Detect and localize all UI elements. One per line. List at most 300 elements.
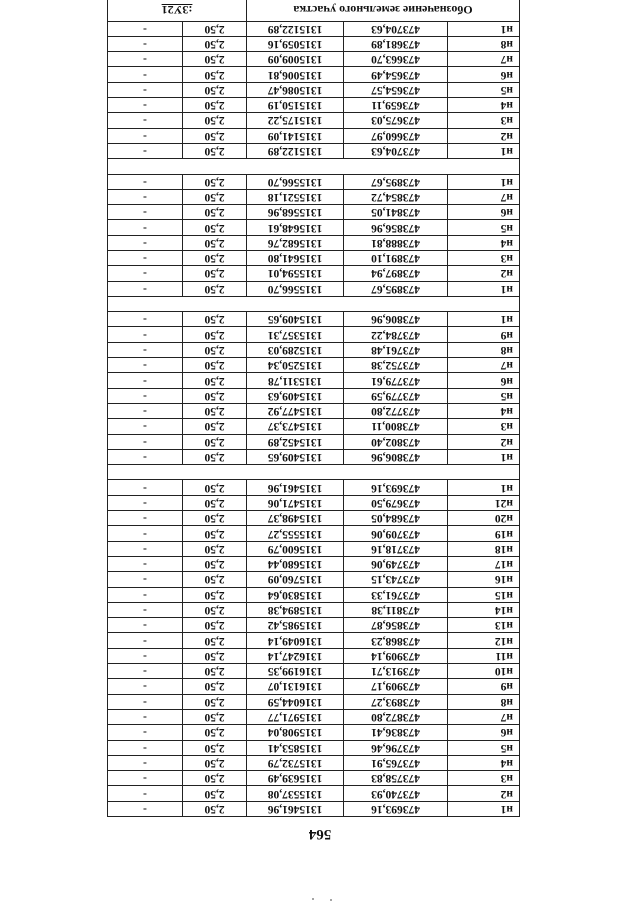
table-row	[108, 786, 520, 801]
description-cell: -	[108, 556, 183, 571]
point-name-cell: н5	[448, 740, 520, 755]
y-coordinate-cell: 1315086,47	[247, 82, 344, 97]
error-cell: 2,50	[183, 205, 247, 220]
table-row	[108, 36, 520, 51]
point-name-cell: н1	[448, 21, 520, 36]
error-cell: 2,50	[183, 587, 247, 602]
x-coordinate-cell: 473752,38	[344, 358, 448, 373]
description-cell: -	[108, 143, 183, 158]
page-number: 564	[308, 826, 332, 842]
description-cell: -	[108, 189, 183, 204]
point-name-cell: н6	[448, 205, 520, 220]
x-coordinate-cell: 473659,11	[344, 98, 448, 113]
table-row	[108, 801, 520, 816]
point-name-cell: н1	[448, 312, 520, 327]
x-coordinate-cell: 473856,96	[344, 220, 448, 235]
description-cell: -	[108, 709, 183, 724]
y-coordinate-cell: 1315471,06	[247, 495, 344, 510]
table-row	[108, 694, 520, 709]
point-name-cell: н19	[448, 526, 520, 541]
error-cell: 2,50	[183, 648, 247, 663]
point-name-cell: н7	[448, 709, 520, 724]
description-cell: -	[108, 128, 183, 143]
x-coordinate-cell: 473693,16	[344, 480, 448, 495]
point-name-cell: н2	[448, 266, 520, 281]
point-name-cell: н3	[448, 113, 520, 128]
error-cell: 2,50	[183, 235, 247, 250]
x-coordinate-cell: 473891,10	[344, 251, 448, 266]
x-coordinate-cell: 473806,96	[344, 449, 448, 464]
description-cell: -	[108, 434, 183, 449]
spacer-row	[108, 159, 520, 174]
description-cell: -	[108, 21, 183, 36]
point-name-cell: н9	[448, 679, 520, 694]
error-cell: 2,50	[183, 266, 247, 281]
x-coordinate-cell: 473909,17	[344, 679, 448, 694]
y-coordinate-cell: 1315594,01	[247, 266, 344, 281]
description-cell: -	[108, 98, 183, 113]
table-row	[108, 266, 520, 281]
x-coordinate-cell: 473718,16	[344, 541, 448, 556]
y-coordinate-cell: 1315639,49	[247, 771, 344, 786]
scan-speck	[312, 898, 314, 900]
coordinates-table-body	[108, 0, 520, 817]
table-row	[108, 664, 520, 679]
coordinates-table	[107, 0, 520, 817]
description-cell: -	[108, 725, 183, 740]
description-cell: -	[108, 67, 183, 82]
description-cell: -	[108, 174, 183, 189]
x-coordinate-cell: 473663,70	[344, 52, 448, 67]
point-name-cell: н4	[448, 755, 520, 770]
spacer-row	[108, 465, 520, 480]
point-name-cell: н1	[448, 143, 520, 158]
error-cell: 2,50	[183, 327, 247, 342]
error-cell: 2,50	[183, 495, 247, 510]
point-name-cell: н6	[448, 67, 520, 82]
y-coordinate-cell: 1315461,96	[247, 801, 344, 816]
y-coordinate-cell: 1315059,16	[247, 36, 344, 51]
error-cell: 2,50	[183, 556, 247, 571]
description-cell: -	[108, 36, 183, 51]
error-cell: 2,50	[183, 388, 247, 403]
error-cell: 2,50	[183, 664, 247, 679]
y-coordinate-cell: 1315409,65	[247, 449, 344, 464]
description-cell: -	[108, 740, 183, 755]
error-cell: 2,50	[183, 526, 247, 541]
table-row	[108, 618, 520, 633]
x-coordinate-cell: 473709,06	[344, 526, 448, 541]
point-name-cell: н1	[448, 801, 520, 816]
point-name-cell: н12	[448, 633, 520, 648]
spacer-cell	[108, 465, 520, 480]
point-name-cell: н3	[448, 251, 520, 266]
table-row	[108, 740, 520, 755]
point-name-cell: н3	[448, 771, 520, 786]
table-row	[108, 342, 520, 357]
x-coordinate-cell: 473893,27	[344, 694, 448, 709]
x-coordinate-cell: 473740,93	[344, 786, 448, 801]
y-coordinate-cell: 1315461,96	[247, 480, 344, 495]
table-row	[108, 235, 520, 250]
point-name-cell: н4	[448, 98, 520, 113]
point-name-cell: н6	[448, 373, 520, 388]
description-cell: -	[108, 220, 183, 235]
x-coordinate-cell: 473895,67	[344, 174, 448, 189]
error-cell: 2,50	[183, 511, 247, 526]
table-row	[108, 281, 520, 296]
y-coordinate-cell: 1315894,38	[247, 602, 344, 617]
description-cell: -	[108, 801, 183, 816]
description-cell: -	[108, 251, 183, 266]
error-cell: 2,50	[183, 251, 247, 266]
x-coordinate-cell: 473888,81	[344, 235, 448, 250]
table-row	[108, 143, 520, 158]
table-row	[108, 556, 520, 571]
description-cell: -	[108, 694, 183, 709]
y-coordinate-cell: 1316044,59	[247, 694, 344, 709]
table-row	[108, 113, 520, 128]
table-row	[108, 128, 520, 143]
error-cell: 2,50	[183, 21, 247, 36]
y-coordinate-cell: 1315908,04	[247, 725, 344, 740]
error-cell: 2,50	[183, 480, 247, 495]
table-row	[108, 358, 520, 373]
x-coordinate-cell: 473704,63	[344, 21, 448, 36]
y-coordinate-cell: 1315141,09	[247, 128, 344, 143]
x-coordinate-cell: 473675,03	[344, 113, 448, 128]
error-cell: 2,50	[183, 801, 247, 816]
x-coordinate-cell: 473772,80	[344, 403, 448, 418]
y-coordinate-cell: 1316049,14	[247, 633, 344, 648]
error-cell: 2,50	[183, 67, 247, 82]
error-cell: 2,50	[183, 602, 247, 617]
description-cell: -	[108, 587, 183, 602]
y-coordinate-cell: 1315452,89	[247, 434, 344, 449]
error-cell: 2,50	[183, 618, 247, 633]
table-row	[108, 98, 520, 113]
y-coordinate-cell: 1315150,19	[247, 98, 344, 113]
description-cell: -	[108, 664, 183, 679]
point-name-cell: н18	[448, 541, 520, 556]
y-coordinate-cell: 1315732,79	[247, 755, 344, 770]
description-cell: -	[108, 312, 183, 327]
x-coordinate-cell: 473796,46	[344, 740, 448, 755]
x-coordinate-cell: 473758,83	[344, 771, 448, 786]
error-cell: 2,50	[183, 143, 247, 158]
x-coordinate-cell: 473802,40	[344, 434, 448, 449]
x-coordinate-cell: 473784,22	[344, 327, 448, 342]
description-cell: -	[108, 358, 183, 373]
x-coordinate-cell: 473841,05	[344, 205, 448, 220]
point-name-cell: н5	[448, 388, 520, 403]
y-coordinate-cell: 1315682,76	[247, 235, 344, 250]
table-row	[108, 403, 520, 418]
description-cell: -	[108, 633, 183, 648]
point-name-cell: н16	[448, 572, 520, 587]
description-cell: -	[108, 480, 183, 495]
table-row	[108, 541, 520, 556]
x-coordinate-cell: 473684,05	[344, 511, 448, 526]
error-cell: 2,50	[183, 373, 247, 388]
y-coordinate-cell: 1315566,70	[247, 174, 344, 189]
y-coordinate-cell: 1315357,31	[247, 327, 344, 342]
error-cell: 2,50	[183, 572, 247, 587]
error-cell: 2,50	[183, 541, 247, 556]
error-cell: 2,50	[183, 52, 247, 67]
spacer-cell	[108, 159, 520, 174]
point-name-cell: н20	[448, 511, 520, 526]
description-cell: -	[108, 755, 183, 770]
table-row	[108, 251, 520, 266]
point-name-cell: н4	[448, 403, 520, 418]
x-coordinate-cell: 473761,33	[344, 587, 448, 602]
description-cell: -	[108, 419, 183, 434]
y-coordinate-cell: 1315311,78	[247, 373, 344, 388]
table-row	[108, 511, 520, 526]
table-row	[108, 648, 520, 663]
error-cell: 2,50	[183, 403, 247, 418]
description-cell: -	[108, 618, 183, 633]
error-cell: 2,50	[183, 694, 247, 709]
description-cell: -	[108, 771, 183, 786]
table-row	[108, 388, 520, 403]
table-row	[108, 434, 520, 449]
table-row	[108, 572, 520, 587]
point-name-cell: н8	[448, 694, 520, 709]
point-name-cell: н13	[448, 618, 520, 633]
point-name-cell: н4	[448, 235, 520, 250]
spacer-cell	[108, 296, 520, 311]
table-row	[108, 526, 520, 541]
x-coordinate-cell: 473779,59	[344, 388, 448, 403]
point-name-cell: н1	[448, 174, 520, 189]
error-cell: 2,50	[183, 449, 247, 464]
error-cell: 2,50	[183, 633, 247, 648]
description-cell: -	[108, 281, 183, 296]
point-name-cell: н8	[448, 36, 520, 51]
table-row	[108, 495, 520, 510]
table-row	[108, 52, 520, 67]
description-cell: -	[108, 526, 183, 541]
y-coordinate-cell: 1315006,81	[247, 67, 344, 82]
table-row	[108, 633, 520, 648]
table-row	[108, 174, 520, 189]
table-row	[108, 480, 520, 495]
description-cell: -	[108, 266, 183, 281]
x-coordinate-cell: 473765,91	[344, 755, 448, 770]
table-row	[108, 419, 520, 434]
point-name-cell: н3	[448, 419, 520, 434]
description-cell: -	[108, 205, 183, 220]
description-cell: -	[108, 342, 183, 357]
spacer-row	[108, 296, 520, 311]
error-cell: 2,50	[183, 786, 247, 801]
description-cell: -	[108, 82, 183, 97]
error-cell: 2,50	[183, 189, 247, 204]
x-coordinate-cell: 473895,67	[344, 281, 448, 296]
point-name-cell: н15	[448, 587, 520, 602]
description-cell: -	[108, 113, 183, 128]
description-cell: -	[108, 495, 183, 510]
y-coordinate-cell: 1315830,64	[247, 587, 344, 602]
description-cell: -	[108, 648, 183, 663]
point-name-cell: н21	[448, 495, 520, 510]
error-cell: 2,50	[183, 128, 247, 143]
table-row	[108, 602, 520, 617]
y-coordinate-cell: 1315853,41	[247, 740, 344, 755]
plot-number-cell: :3У21	[108, 0, 247, 21]
y-coordinate-cell: 1315009,09	[247, 52, 344, 67]
y-coordinate-cell: 1315477,92	[247, 403, 344, 418]
x-coordinate-cell: 473660,97	[344, 128, 448, 143]
error-cell: 2,50	[183, 679, 247, 694]
table-row	[108, 587, 520, 602]
point-name-cell: н6	[448, 725, 520, 740]
table-row	[108, 189, 520, 204]
description-cell: -	[108, 52, 183, 67]
y-coordinate-cell: 1315568,96	[247, 205, 344, 220]
table-row	[108, 327, 520, 342]
y-coordinate-cell: 1315680,44	[247, 556, 344, 571]
point-name-cell: н5	[448, 220, 520, 235]
description-cell: -	[108, 511, 183, 526]
y-coordinate-cell: 1315409,65	[247, 312, 344, 327]
table-row	[108, 21, 520, 36]
error-cell: 2,50	[183, 281, 247, 296]
table-row	[108, 67, 520, 82]
y-coordinate-cell: 1315498,37	[247, 511, 344, 526]
x-coordinate-cell: 473872,80	[344, 709, 448, 724]
y-coordinate-cell: 1315760,09	[247, 572, 344, 587]
x-coordinate-cell: 473868,23	[344, 633, 448, 648]
x-coordinate-cell: 473761,48	[344, 342, 448, 357]
point-name-cell: н5	[448, 82, 520, 97]
error-cell: 2,50	[183, 174, 247, 189]
description-cell: -	[108, 786, 183, 801]
y-coordinate-cell: 1315648,61	[247, 220, 344, 235]
x-coordinate-cell: 473811,38	[344, 602, 448, 617]
error-cell: 2,50	[183, 771, 247, 786]
table-row	[108, 373, 520, 388]
x-coordinate-cell: 473693,16	[344, 801, 448, 816]
y-coordinate-cell: 1315566,70	[247, 281, 344, 296]
point-name-cell: н2	[448, 786, 520, 801]
x-coordinate-cell: 473800,11	[344, 419, 448, 434]
x-coordinate-cell: 473704,63	[344, 143, 448, 158]
y-coordinate-cell: 1315600,79	[247, 541, 344, 556]
x-coordinate-cell: 473913,71	[344, 664, 448, 679]
scan-speck	[330, 899, 332, 901]
table-row	[108, 205, 520, 220]
error-cell: 2,50	[183, 312, 247, 327]
y-coordinate-cell: 1315537,08	[247, 786, 344, 801]
x-coordinate-cell: 473743,15	[344, 572, 448, 587]
point-name-cell: н2	[448, 128, 520, 143]
table-row	[108, 725, 520, 740]
point-name-cell: н7	[448, 358, 520, 373]
description-cell: -	[108, 679, 183, 694]
y-coordinate-cell: 1315175,22	[247, 113, 344, 128]
description-cell: -	[108, 327, 183, 342]
error-cell: 2,50	[183, 434, 247, 449]
error-cell: 2,50	[183, 358, 247, 373]
y-coordinate-cell: 1316247,14	[247, 648, 344, 663]
y-coordinate-cell: 1315985,42	[247, 618, 344, 633]
x-coordinate-cell: 473856,87	[344, 618, 448, 633]
description-cell: -	[108, 572, 183, 587]
y-coordinate-cell: 1315521,18	[247, 189, 344, 204]
description-cell: -	[108, 373, 183, 388]
point-name-cell: н1	[448, 449, 520, 464]
y-coordinate-cell: 1315971,77	[247, 709, 344, 724]
x-coordinate-cell: 473909,14	[344, 648, 448, 663]
description-cell: -	[108, 449, 183, 464]
error-cell: 2,50	[183, 755, 247, 770]
point-name-cell: н7	[448, 52, 520, 67]
y-coordinate-cell: 1315289,03	[247, 342, 344, 357]
y-coordinate-cell: 1315641,80	[247, 251, 344, 266]
error-cell: 2,50	[183, 36, 247, 51]
point-name-cell: н9	[448, 327, 520, 342]
point-name-cell: н14	[448, 602, 520, 617]
x-coordinate-cell: 473836,41	[344, 725, 448, 740]
plot-label-cell: Обозначение земельного участка	[247, 0, 520, 21]
error-cell: 2,50	[183, 342, 247, 357]
y-coordinate-cell: 1316199,35	[247, 664, 344, 679]
error-cell: 2,50	[183, 725, 247, 740]
y-coordinate-cell: 1316131,07	[247, 679, 344, 694]
x-coordinate-cell: 473654,49	[344, 67, 448, 82]
error-cell: 2,50	[183, 98, 247, 113]
point-name-cell: н11	[448, 648, 520, 663]
point-name-cell: н10	[448, 664, 520, 679]
y-coordinate-cell: 1315250,34	[247, 358, 344, 373]
point-name-cell: н17	[448, 556, 520, 571]
error-cell: 2,50	[183, 709, 247, 724]
y-coordinate-cell: 1315409,63	[247, 388, 344, 403]
error-cell: 2,50	[183, 740, 247, 755]
x-coordinate-cell: 473806,96	[344, 312, 448, 327]
point-name-cell: н8	[448, 342, 520, 357]
description-cell: -	[108, 541, 183, 556]
point-name-cell: н2	[448, 434, 520, 449]
description-cell: -	[108, 602, 183, 617]
table-row	[108, 312, 520, 327]
point-name-cell: н7	[448, 189, 520, 204]
x-coordinate-cell: 473679,50	[344, 495, 448, 510]
table-row	[108, 220, 520, 235]
point-name-cell: н1	[448, 480, 520, 495]
x-coordinate-cell: 473654,57	[344, 82, 448, 97]
table-row	[108, 771, 520, 786]
error-cell: 2,50	[183, 419, 247, 434]
error-cell: 2,50	[183, 113, 247, 128]
x-coordinate-cell: 473681,89	[344, 36, 448, 51]
x-coordinate-cell: 473749,06	[344, 556, 448, 571]
plot-header-row	[108, 0, 520, 21]
x-coordinate-cell: 473897,94	[344, 266, 448, 281]
error-cell: 2,50	[183, 220, 247, 235]
point-name-cell: н1	[448, 281, 520, 296]
description-cell: -	[108, 235, 183, 250]
x-coordinate-cell: 473779,61	[344, 373, 448, 388]
table-row	[108, 82, 520, 97]
y-coordinate-cell: 1315473,37	[247, 419, 344, 434]
y-coordinate-cell: 1315122,89	[247, 143, 344, 158]
table-row	[108, 755, 520, 770]
y-coordinate-cell: 1315122,89	[247, 21, 344, 36]
